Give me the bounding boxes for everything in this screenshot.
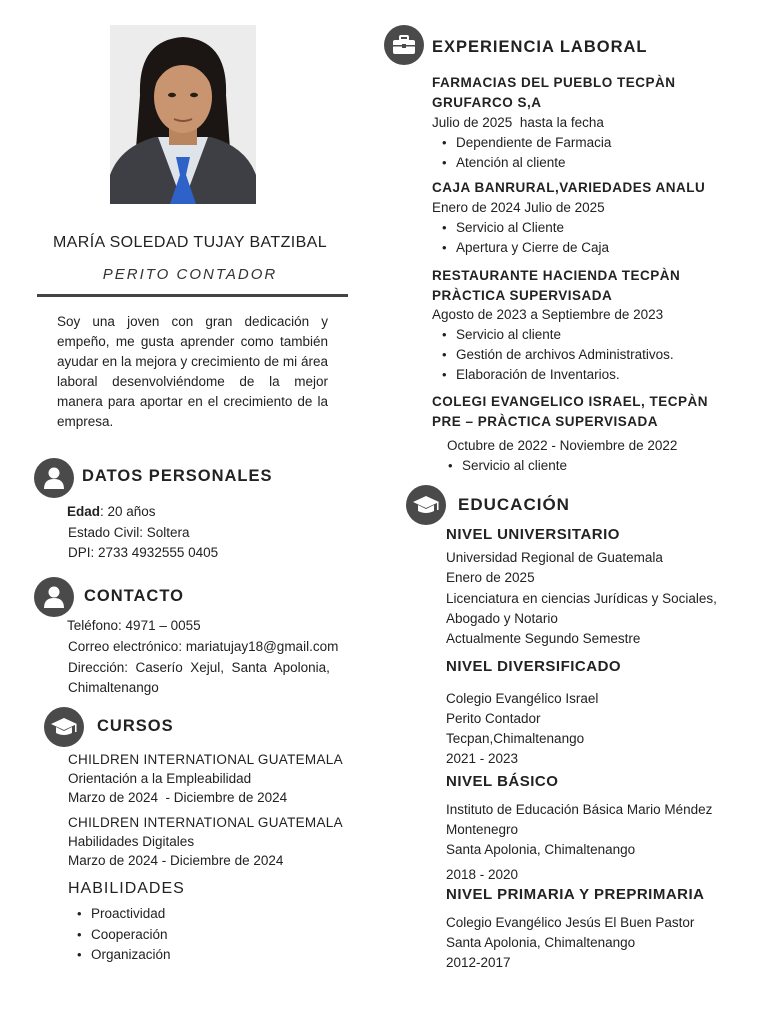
course-date: Marzo de 2024 - Diciembre de 2024 (68, 853, 284, 868)
marital-status: Estado Civil: Soltera (68, 525, 190, 540)
phone-line (67, 616, 201, 636)
job-company-sub: PRE – PRÀCTICA SUPERVISADA (432, 414, 659, 429)
graduation-cap-icon (406, 485, 446, 525)
phone-value: : 4971 – 0055 (118, 618, 201, 633)
education-level: NIVEL DIVERSIFICADO (446, 658, 622, 675)
task-item: • Elaboración de Inventarios. (432, 365, 674, 385)
education-line: Licenciatura en ciencias Jurídicas y Sociales, (446, 591, 717, 606)
email-value: : mariatujay18@gmail.com (178, 639, 339, 654)
job-tasks (438, 456, 567, 476)
course-org: CHILDREN INTERNATIONAL GUATEMALA (68, 815, 343, 830)
education-title: EDUCACIÓN (458, 495, 570, 514)
job-company: FARMACIAS DEL PUEBLO TECPÀN (432, 75, 676, 90)
skills-list (67, 904, 171, 965)
profile-photo (110, 25, 256, 204)
task-item: • Servicio al cliente (438, 456, 567, 476)
education-line: Universidad Regional de Guatemala (446, 550, 663, 565)
job-tasks (432, 133, 611, 173)
task-item: • Apertura y Cierre de Caja (432, 238, 609, 258)
education-line: Colegio Evangélico Israel (446, 691, 599, 706)
job-date: Enero de 2024 Julio de 2025 (432, 200, 605, 215)
education-level: NIVEL PRIMARIA Y PREPRIMARIA (446, 886, 705, 903)
skills-title: HABILIDADES (68, 880, 185, 897)
education-line: 2012-2017 (446, 955, 511, 970)
job-date: Agosto de 2023 a Septiembre de 2023 (432, 307, 664, 322)
education-level: NIVEL UNIVERSITARIO (446, 526, 620, 543)
person-icon (34, 577, 74, 617)
personal-data-title: DATOS PERSONALES (82, 467, 273, 485)
address-line-2: Chimaltenango (68, 680, 159, 695)
education-level: NIVEL BÁSICO (446, 773, 559, 790)
job-company-sub: PRÀCTICA SUPERVISADA (432, 288, 613, 303)
about-paragraph: Soy una joven con gran dedicación y empeño, me gusta aprender como también ayudar en la mejora y crecimiento de mi área laboral desenvolviéndome de la mejor manera para aportar en el crecimiento de la empresa. (57, 314, 328, 429)
education-line: Abogado y Notario (446, 611, 558, 626)
task-item: • Atención al cliente (432, 153, 611, 173)
full-name: MARÍA SOLEDAD TUJAY BATZIBAL (52, 234, 328, 251)
job-tasks (432, 325, 674, 385)
course-name: Orientación a la Empleabilidad (68, 771, 252, 786)
job-date: Julio de 2025 hasta la fecha (432, 115, 604, 130)
job-company: CAJA BANRURAL,VARIEDADES ANALU (432, 180, 706, 195)
education-line: Enero de 2025 (446, 570, 535, 585)
courses-title: CURSOS (97, 717, 174, 735)
task-item: • Gestión de archivos Administrativos. (432, 345, 674, 365)
person-icon (34, 458, 74, 498)
skill-item: • Organización (67, 945, 171, 965)
education-line: Instituto de Educación Básica Mario Méndez (446, 802, 713, 817)
education-line: 2021 - 2023 (446, 751, 519, 766)
age-label: Edad (67, 504, 101, 519)
divider (37, 294, 348, 297)
course-date: Marzo de 2024 - Diciembre de 2024 (68, 790, 288, 805)
email-line (68, 637, 338, 657)
graduation-cap-icon (44, 707, 84, 747)
education-line: Actualmente Segundo Semestre (446, 631, 641, 646)
course-name: Habilidades Digitales (68, 834, 195, 849)
skill-item: • Proactividad (67, 904, 171, 924)
age-value: : 20 años (100, 504, 156, 519)
education-line: Colegio Evangélico Jesús El Buen Pastor (446, 915, 695, 930)
dpi: DPI: 2733 4932555 0405 (68, 545, 219, 560)
education-line: Santa Apolonia, Chimaltenango (446, 935, 636, 950)
experience-title: EXPERIENCIA LABORAL (432, 38, 648, 56)
job-date: Octubre de 2022 - Noviembre de 2022 (447, 438, 678, 453)
education-line: Montenegro (446, 822, 519, 837)
phone-label: Teléfono (67, 618, 119, 633)
task-item: • Servicio al Cliente (432, 218, 609, 238)
task-item: • Dependiente de Farmacia (432, 133, 611, 153)
education-line: Tecpan,Chimaltenango (446, 731, 585, 746)
briefcase-icon (384, 25, 424, 65)
skill-item: • Cooperación (67, 925, 171, 945)
contact-title: CONTACTO (84, 587, 184, 605)
task-item: • Servicio al cliente (432, 325, 674, 345)
age-line (67, 502, 156, 522)
education-line: 2018 - 2020 (446, 867, 519, 882)
job-company-sub: GRUFARCO S,A (432, 95, 542, 110)
job-role: PERITO CONTADOR (102, 266, 278, 283)
education-line: Santa Apolonia, Chimaltenango (446, 842, 636, 857)
job-company: RESTAURANTE HACIENDA TECPÀN (432, 268, 681, 283)
course-org: CHILDREN INTERNATIONAL GUATEMALA (68, 752, 343, 767)
job-company: COLEGI EVANGELICO ISRAEL, TECPÀN (432, 394, 709, 409)
address-line-1: Dirección: Caserío Xejul, Santa Apolonia, (68, 660, 330, 675)
email-label: Correo electrónico (68, 639, 179, 654)
job-tasks (432, 218, 609, 258)
education-line: Perito Contador (446, 711, 541, 726)
